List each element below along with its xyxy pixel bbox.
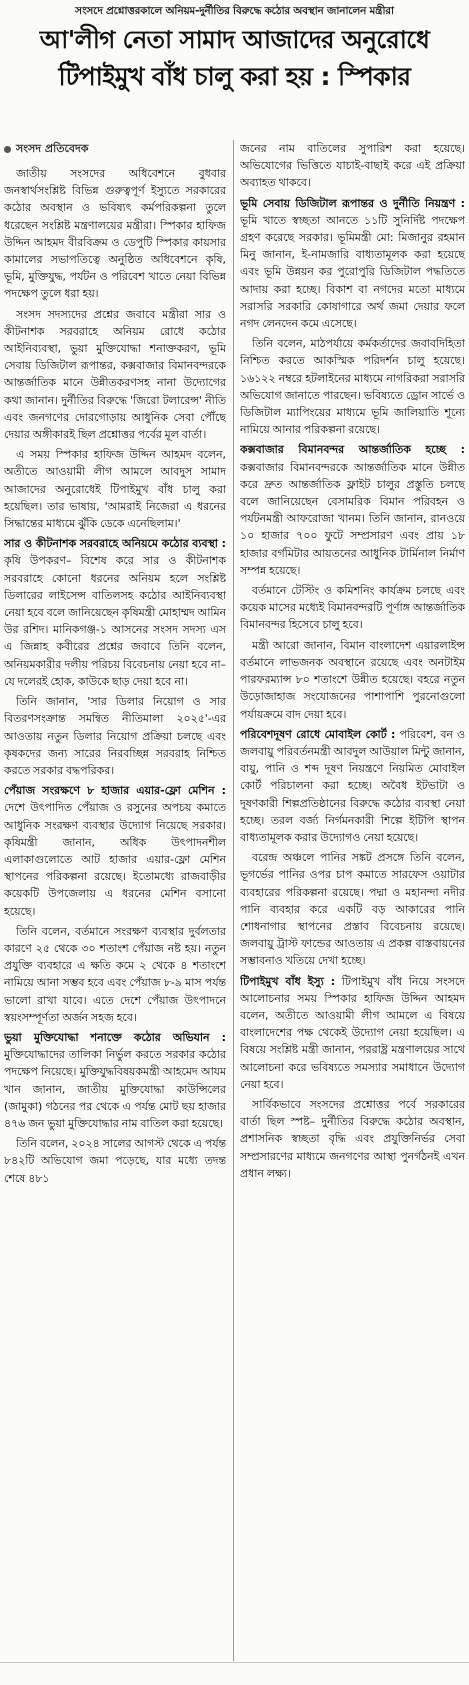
section-paragraph [240, 726, 465, 846]
section-paragraph [240, 973, 465, 1093]
paragraph: বর্তমানে টেস্টিং ও কমিশনিং কার্যক্রম চলছে এবং কয়েক মাসের মধ্যেই বিমানবন্দরটি পূর্ণাঙ্গ আন্তর্জাতিক বিমানবন্দর হিসেবে চালু হবে। [240, 584, 465, 632]
section-subheading: ভুয়া মুক্তিযোদ্ধা শনাক্তে কঠোর অভিযান : [4, 1030, 226, 1044]
headline-line-1: আ'লীগ নেতা সামাদ আজাদের অনুরোধে [39, 25, 430, 54]
section-subheading: কক্সবাজার বিমানবন্দর আন্তর্জাতিক হচ্ছে : [240, 443, 465, 457]
section-subheading: পরিবেশদূষণ রোধে মোবাইল কোর্ট : [240, 727, 396, 741]
paragraph: জাতীয় সংসদের অধিবেশনে বুধবার জনস্বার্থসংশ্লিষ্ট বিভিন্ন গুরুত্বপূর্ণ ইস্যুতে সরকারের কঠোর অবস্থান ও ভবিষ্যৎ কর্মপরিকল্পনা তুলে ধরেছেন সংশ্লিষ্ট মন্ত্রণালয়ের মন্ত্রীরা। স্পিকার হাফিজ উদ্দিন আহমদ বীরবিক্রম ও ডেপুটি স্পিকার কায়সার কামালের সভাপতিত্বে অনুষ্ঠিত অধিবেশনে কৃষি, ভূমি, মুক্তিযুদ্ধ, পর্যটন ও পরিবেশ খাতে নেয়া বিভিন্ন পদক্ষেপ তুলে ধরা হয়। [4, 167, 226, 301]
paragraph: তিনি বলেন, মাঠপর্যায়ে কর্মকর্তাদের জবাবদিহিতা নিশ্চিত করতে আকস্মিক পরিদর্শন চালু হয়েছে। ১৬১২২ নম্বরে হটলাইনের মাধ্যমে নাগরিকরা সরাসরি অভিযোগ জানাতে পারছেন। ভবিষ্যতে ড্রোন সার্ভে ও ডিজিটাল ম্যাপিংয়ের মাধ্যমে ভূমি জালিয়াতি শূন্যে নামিয়ে আনার পরিকল্পনা রয়েছে। [240, 337, 465, 437]
headline-line-2: টিপাইমুখ বাঁধ চালু করা হয় : স্পিকার [58, 62, 411, 91]
left-body [4, 165, 226, 1187]
section-paragraph [4, 535, 226, 690]
kicker: সংসদে প্রশ্নোত্তরকালে অনিয়ম-দুর্নীতির বিরুদ্ধে কঠোর অবস্থান জানালেন মন্ত্রীরা [75, 5, 394, 17]
section-body: ভূমি খাতে স্বচ্ছতা আনতে ১১টি সুনির্দিষ্ট পদক্ষেপ গ্রহণ করেছে সরকার। ভূমিমন্ত্রী মো: মিজানুর রহমান মিনু জানান, ই-নামজারি বাধ্যতামূলক করা হয়েছে এবং ভূমি উন্নয়ন কর পুরোপুরি ডিজিটাল পদ্ধতিতে আদায় করা হচ্ছে। বিকাশ বা নগদের মতো মাধ্যমে সরাসরি সরকারি কোষাগারে অর্থ জমা দেয়ার ফলে নগদ লেনদেন কমে এসেছে। [240, 213, 465, 331]
paragraph: এ সময় স্পিকার হাফিজ উদ্দিন আহমদ বলেন, অতীতে আওয়ামী লীগ আমলে আবদুস সামাদ আজাদের অনুরোধেই টিপাইমুখ বাঁধ চালু করা হয়েছিল। তার ভাষায়, 'আমরাই নিজেরা এ ধরনের সিদ্ধান্তের মাধ্যমে ঝুঁকি ডেকে এনেছিলাম।' [4, 448, 226, 531]
section-body: কৃষি উপকরণ– বিশেষ করে সার ও কীটনাশক সরবরাহে কোনো ধরনের অনিয়ম হলে সংশ্লিষ্ট ডিলারের লাইসেন্স বাতিলসহ কঠোর আইনিব্যবস্থা নেয়া হবে বলে জানিয়েছেন কৃষিমন্ত্রী মোহাম্মদ আমিন উর রশিদ। মানিকগঞ্জ-১ আসনের সংসদ সদস্য এস এ জিন্নাহ কবীরের প্রশ্নের জবাবে তিনি বলেন, অনিয়মকারীর দলীয় পরিচয় বিবেচনায় নেয়া হবে না– যে দলেরই হোক, কাউকে ছাড় দেয়া হবে না। [4, 554, 226, 688]
paragraph: মন্ত্রী আরো জানান, বিমান বাংলাদেশ এয়ারলাইন্স বর্তমানে লাভজনক অবস্থানে রয়েছে এবং অনটাইম পারফরম্যান্স ৮০ শতাংশে উন্নীত হয়েছে। বহরে নতুন উড়োজাহাজ সংযোজনের পাশাপাশি পুরনোগুলো পর্যায়ক্রমে বাদ দেয়া হবে। [240, 638, 465, 721]
paragraph: জনের নাম বাতিলের সুপারিশ করা হয়েছে। অভিযোগের ভিত্তিতে যাচাই-বাছাই করে এই প্রক্রিয়া অব্যাহত থাকবে। [240, 142, 465, 190]
section-body: মুক্তিযোদ্ধাদের তালিকা নির্ভুল করতে সরকার কঠোর পদক্ষেপ নিয়েছে। মুক্তিযুদ্ধবিষয়কমন্ত্রী আহমেদ আযম খান জানান, জাতীয় মুক্তিযোদ্ধা কাউন্সিলের (জামুকা) গঠনের পর থেকে এ পর্যন্ত মোট ছয় হাজার ৪৭৬ জন ভুয়া মুক্তিযোদ্ধার নাম বাতিল করা হয়েছে। [4, 1048, 226, 1130]
article-body [4, 140, 465, 1661]
section-paragraph [4, 1029, 226, 1132]
section-subheading: সার ও কীটনাশক সরবরাহে অনিয়মে কঠোর ব্যবস্থা : [4, 537, 226, 551]
paragraph: সার্বিকভাবে সংসদের প্রশ্নোত্তর পর্বে সরকারের বার্তা ছিল স্পষ্ট– দুর্নীতির বিরুদ্ধে কঠোর অবস্থান, প্রশাসনিক স্বচ্ছতা বৃদ্ধি এবং প্রযুক্তিনির্ভর সেবা সম্প্রসারণের মাধ্যমে জনগণের আস্থা পুনর্গঠনই এখন প্রধান লক্ষ্য। [240, 1097, 465, 1180]
paragraph: সংসদ সদস্যদের প্রশ্নের জবাবে মন্ত্রীরা সার ও কীটনাশক সরবরাহে অনিয়ম রোধে কঠোর আইনিব্যবস্থা, ভুয়া মুক্তিযোদ্ধা শনাক্তকরণ, ভূমি সেবায় ডিজিটাল রূপান্তর, কক্সবাজার বিমানবন্দরকে আন্তর্জাতিক মানে উন্নীতকরণসহ নানা উদ্যোগের কথা জানান। দুর্নীতির বিরুদ্ধে 'জিরো টলারেন্স' নীতি এবং জনগণের দোরগোড়ায় আধুনিক সেবা পৌঁছে দেয়ার অঙ্গীকারই ছিল প্রশ্নোত্তর পর্বের মূল বার্তা। [4, 307, 226, 442]
column-right [240, 140, 465, 1661]
section-paragraph [240, 195, 465, 333]
page-footer-strip [0, 1662, 469, 1685]
section-subheading: পেঁয়াজ সংরক্ষণে ৮ হাজার এয়ার-ফ্লো মেশিন : [4, 784, 226, 798]
paragraph: তিনি জানান, 'সার ডিলার নিয়োগ ও সার বিতরণসংক্রান্ত সমন্বিত নীতিমালা ২০২৫'-এর আওতায় নতুন ডিলার নিয়োগ প্রক্রিয়া চলছে এবং কৃষকদের জন্য সারের নিরবচ্ছিন্ন সরবরাহ নিশ্চিত করতে সরকার বদ্ধপরিকর। [4, 695, 226, 777]
section-subheading: টিপাইমুখ বাঁধ ইস্যু : [240, 974, 336, 988]
column-divider [233, 140, 234, 1661]
section-paragraph [4, 782, 226, 920]
section-body: দেশে উৎপাদিত পেঁয়াজ ও রসুনের অপচয় কমাতে আধুনিক সংরক্ষণ ব্যবস্থার উদ্যোগ নিয়েছে সরকার। কৃষিমন্ত্রী জানান, অধিক উৎপাদনশীল এলাকাগুলোতে আট হাজার এয়ার-ফ্লো মেশিন স্থাপনের পরিকল্পনা রয়েছে। ইতোমধ্যে রাজবাড়ীর কয়েকটি উপজেলায় এ ধরনের মেশিন বসানো হয়েছে। [4, 801, 226, 918]
headline [4, 22, 465, 96]
column-left [4, 140, 226, 1661]
section-body: টিপাইমুখ বাঁধ নিয়ে সংসদে আলোচনার সময় স্পিকার হাফিজ উদ্দিন আহমদ বলেন, অতীতে আওয়ামী লীগ আমলে এ বিষয়ে বাংলাদেশের পক্ষ থেকেই উদ্যোগ নেয়া হয়েছিল। এ বিষয়ে সংশ্লিষ্ট মন্ত্রী জানান, পররাষ্ট্র মন্ত্রণালয়ের সাথে আলোচনা করে ভবিষ্যতে সমস্যার সমাধানে উদ্যোগ নেয়া হবে। [240, 974, 465, 1091]
section-body: কক্সবাজার বিমানবন্দরকে আন্তর্জাতিক মানে উন্নীত করে দ্রুত আন্তর্জাতিক ফ্লাইট চালুর প্রস্তুতি চলছে বলে জানিয়েছেন বেসামরিক বিমান পরিবহন ও পর্যটনমন্ত্রী আফরোজা খানম। তিনি জানান, রানওয়ে ১০ হাজার ৭০০ ফুটে সম্প্রসারণ এবং প্রায় ১৮ হাজার বর্গমিটার আয়তনের আধুনিক টার্মিনাল নির্মাণ সম্পন্ন হয়েছে। [240, 460, 465, 577]
section-subheading: ভূমি সেবায় ডিজিটাল রূপান্তর ও দুর্নীতি নিয়ন্ত্রণ : [240, 196, 465, 210]
byline-text: সংসদ প্রতিবেদক [16, 142, 89, 155]
right-body [240, 140, 465, 1182]
section-body: পরিবেশ, বন ও জলবায়ু পরিবর্তনমন্ত্রী আবদুল আউয়াল মিন্টু জানান, বায়ু, পানি ও শব্দ দূষণ নিয়ন্ত্রণে নিয়মিত মোবাইল কোর্ট পরিচালনা করা হচ্ছে। অবৈধ ইটভাটা ও দূষণকারী শিল্পপ্রতিষ্ঠানের বিরুদ্ধে কঠোর ব্যবস্থা নেয়া হচ্ছে। তরল বর্জ্য নির্গমনকারী শিল্পে ইটিপি স্থাপন বাধ্যতামূলক করার উদ্যোগও নেয়া হয়েছে। [240, 727, 465, 844]
bullet-icon [4, 146, 11, 153]
section-paragraph [240, 441, 465, 579]
byline [4, 140, 226, 159]
paragraph: তিনি বলেন, বর্তমানে সংরক্ষণ ব্যবস্থার দুর্বলতার কারণে ২৫ থেকে ৩০ শতাংশ পেঁয়াজ নষ্ট হয়। নতুন প্রযুক্তি ব্যবহারে এ ক্ষতি কমে ২ থেকে ৪ শতাংশে নামিয়ে আনা সম্ভব হবে এবং পেঁয়াজ ৮-৯ মাস পর্যন্ত ভালো রাখা যাবে। এতে দেশে পেঁয়াজ উৎপাদনে স্বয়ংসম্পূর্ণতা অর্জন সহজ হবে। [4, 924, 226, 1024]
paragraph: বরেন্দ্র অঞ্চলে পানির সঙ্কট প্রসঙ্গে তিনি বলেন, ভূগর্ভের পানির ওপর চাপ কমাতে সারফেস ওয়াটার ব্যবহারের পরিকল্পনা রয়েছে। পদ্মা ও মহানন্দা নদীর পানি ব্যবহার করে একটি বড় আকারের পানি শোধনাগার স্থাপনের প্রস্তাব বিবেচনায় রয়েছে। জলবায়ু ট্রাস্ট ফান্ডের আওতায় এ প্রকল্প বাস্তবায়নের সম্ভাবনাও খতিয়ে দেখা হচ্ছে। [240, 851, 465, 968]
paragraph: তিনি বলেন, ২০২৪ সালের আগস্ট থেকে এ পর্যন্ত ৮৪২টি অভিযোগ জমা পড়েছে, যার মধ্যে তদন্ত শেষে ৪৮১ [4, 1137, 226, 1185]
